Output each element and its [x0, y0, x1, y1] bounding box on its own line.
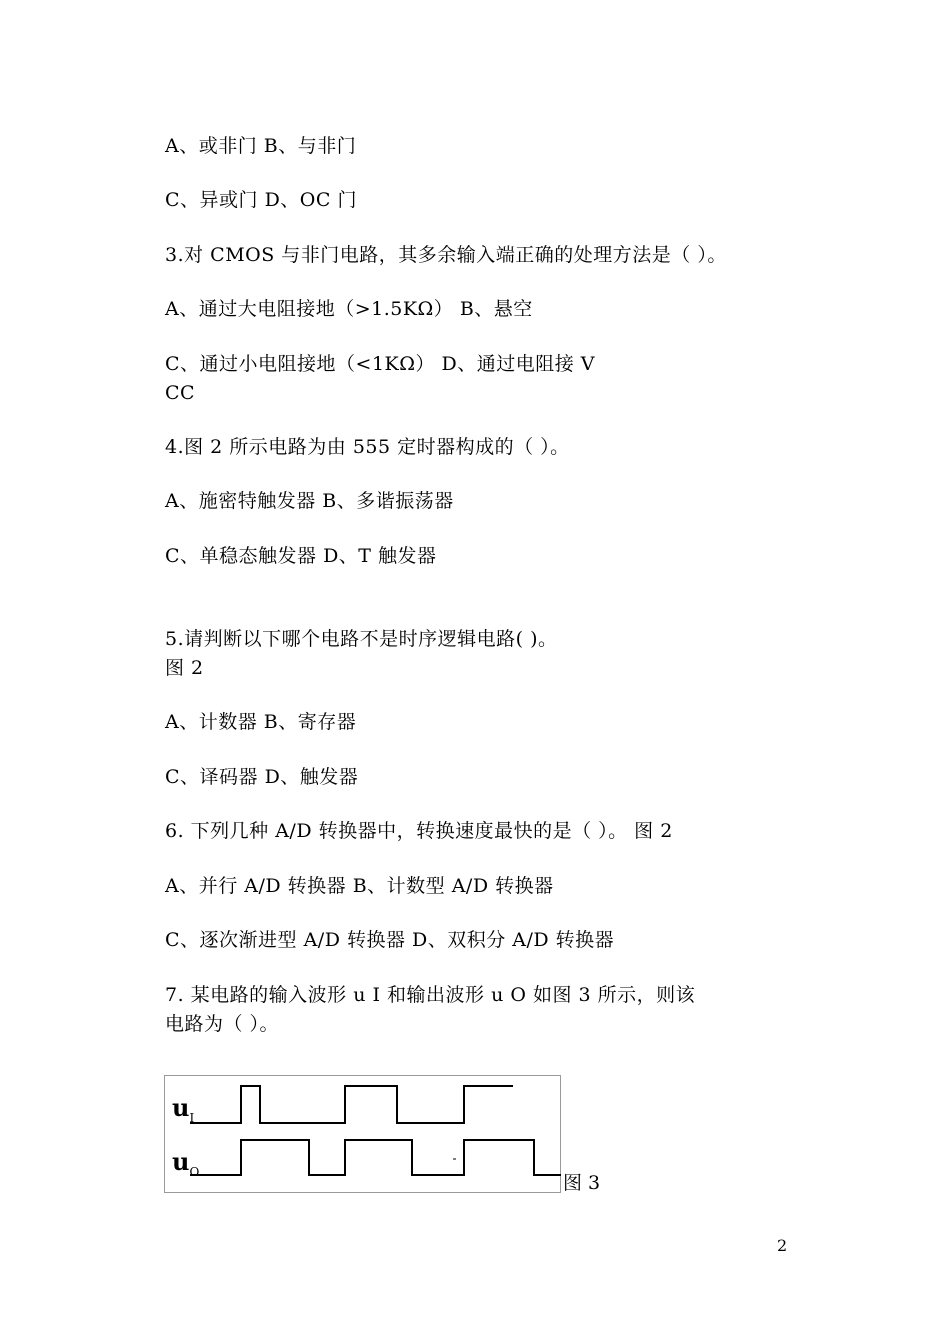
- output-waveform: [190, 1140, 561, 1175]
- figure-caption: 图 3: [563, 1172, 601, 1194]
- text-line: A、计数器 B、寄存器: [165, 711, 357, 733]
- waveform-drawing: [165, 1076, 562, 1194]
- text-line: 6. 下列几种 A/D 转换器中，转换速度最快的是（ ）。 图 2: [165, 820, 673, 842]
- waveform-figure: [164, 1075, 561, 1193]
- text-line: 3.对 CMOS 与非门电路，其多余输入端正确的处理方法是（ ）。: [165, 244, 727, 266]
- text-line: C、逐次渐进型 A/D 转换器 D、双积分 A/D 转换器: [165, 929, 615, 951]
- text-line: A、并行 A/D 转换器 B、计数型 A/D 转换器: [165, 875, 554, 897]
- text-line: CC: [165, 382, 196, 404]
- input-waveform: [190, 1086, 513, 1123]
- text-line: C、通过小电阻接地（<1KΩ） D、通过电阻接 V: [165, 353, 596, 375]
- text-line: A、施密特触发器 B、多谐振荡器: [165, 490, 454, 512]
- text-line: A、或非门 B、与非门: [165, 135, 357, 157]
- text-line: A、通过大电阻接地（>1.5KΩ） B、悬空: [165, 298, 533, 320]
- text-line: C、异或门 D、OC 门: [165, 189, 357, 211]
- text-line: C、译码器 D、触发器: [165, 766, 359, 788]
- text-line: 7. 某电路的输入波形 u I 和输出波形 u O 如图 3 所示，则该: [165, 984, 696, 1006]
- output-label: $u_O$: [172, 1147, 200, 1179]
- input-label: $u_I$: [172, 1093, 195, 1125]
- text-line: 电路为（ ）。: [165, 1013, 280, 1035]
- page-number: 2: [777, 1236, 788, 1255]
- text-line: 4.图 2 所示电路为由 555 定时器构成的（ ）。: [165, 436, 570, 458]
- text-line: 5.请判断以下哪个电路不是时序逻辑电路( )。: [165, 628, 558, 650]
- text-line: 图 2: [165, 657, 204, 679]
- text-line: C、单稳态触发器 D、T 触发器: [165, 545, 437, 567]
